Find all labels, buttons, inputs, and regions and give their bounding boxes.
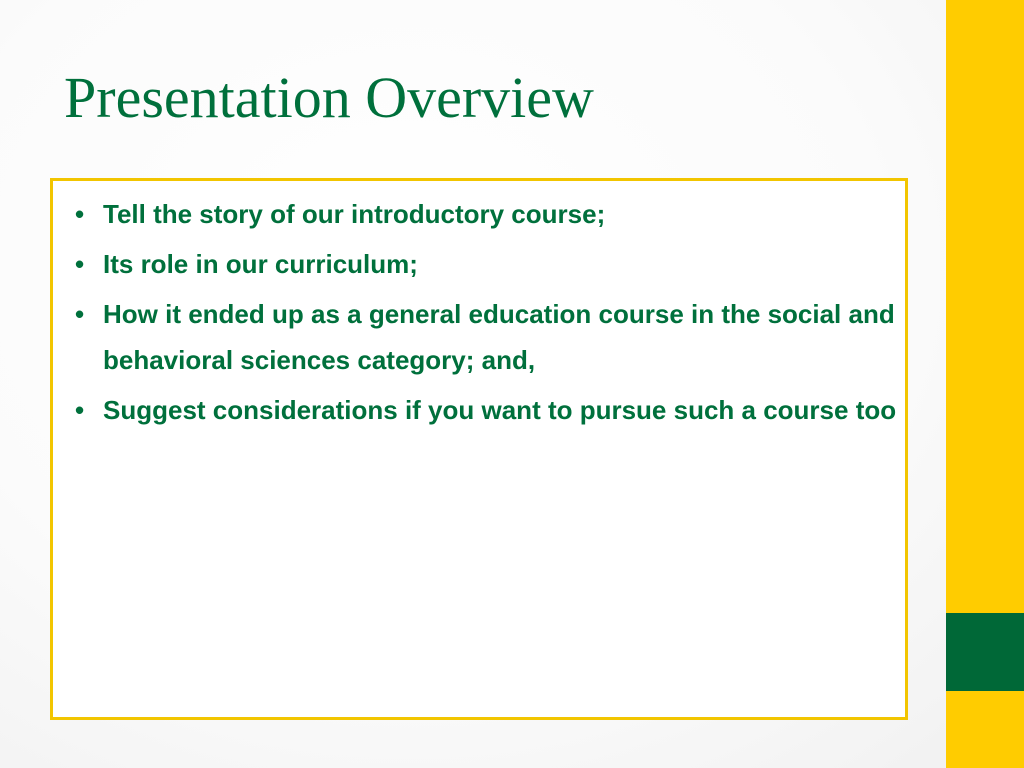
bullet-icon: • xyxy=(75,249,85,279)
content-box xyxy=(50,178,908,720)
bullet-item xyxy=(75,291,897,383)
decorative-sidebar xyxy=(946,0,1024,768)
bullet-item xyxy=(75,191,897,237)
slide-title: Presentation Overview xyxy=(64,65,594,130)
decorative-stripe xyxy=(946,613,1024,691)
bullet-text: How it ended up as a general education course in the social and behavioral sciences category; and, xyxy=(103,299,895,375)
bullet-text: Tell the story of our introductory course; xyxy=(103,199,606,229)
bullet-text: Its role in our curriculum; xyxy=(103,249,418,279)
bullet-icon: • xyxy=(75,299,85,329)
bullet-item xyxy=(75,241,897,287)
bullet-text: Suggest considerations if you want to pursue such a course too xyxy=(103,395,897,425)
bullet-icon: • xyxy=(75,199,85,229)
bullet-icon: • xyxy=(75,395,85,425)
bullet-item xyxy=(75,387,897,433)
bullet-list xyxy=(75,191,897,437)
